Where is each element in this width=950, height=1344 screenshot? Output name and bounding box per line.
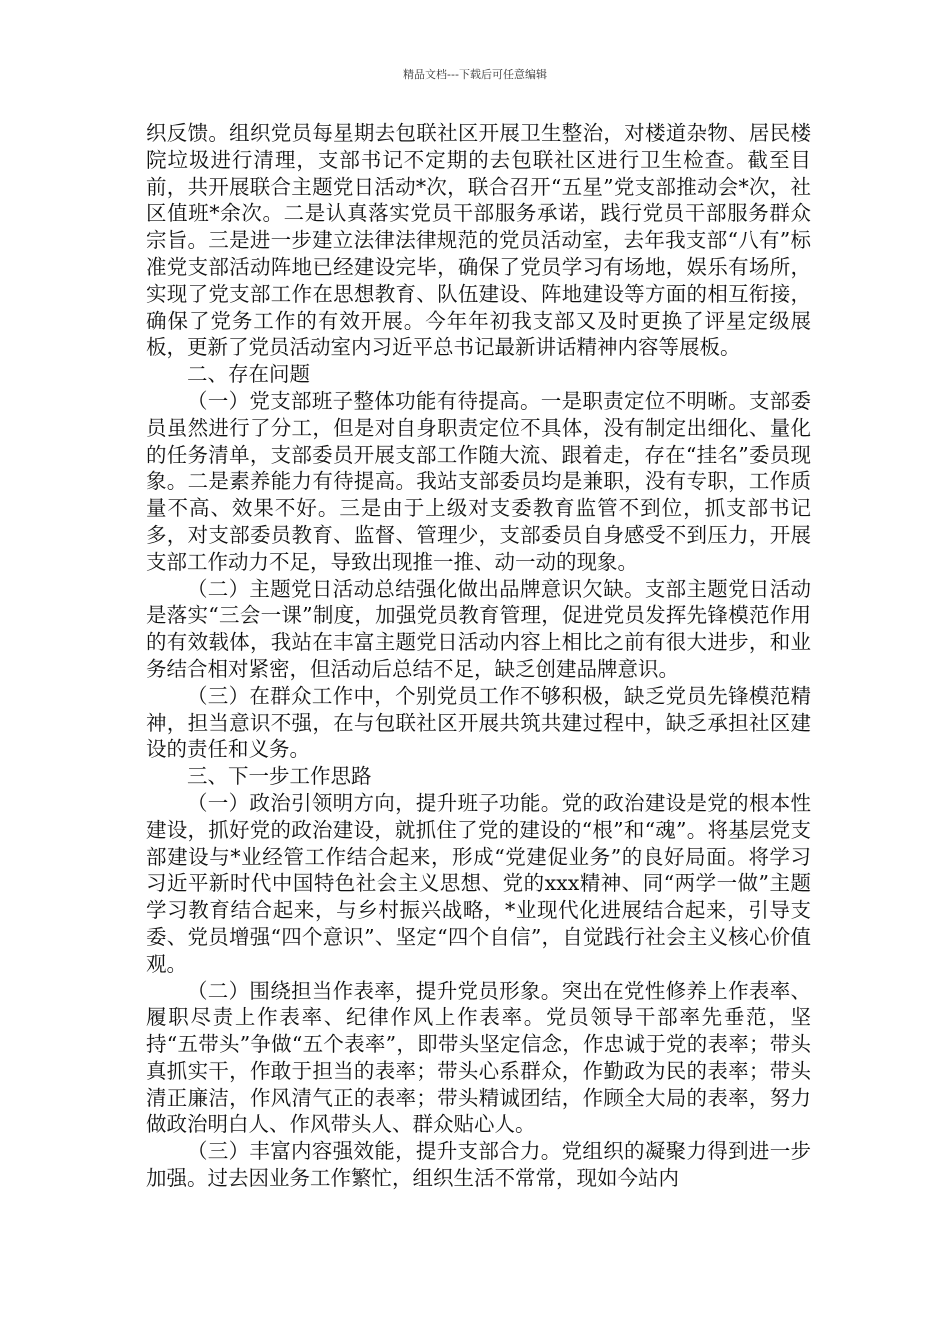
paragraph-step-1: （一）政治引领明方向，提升班子功能。党的政治建设是党的根本性建设，抓好党的政治建设，就抓住了党的建设的“根”和“魂”。将基层党支部建设与*业经管工作结合起来，形成“党建促业务”的良好局面。将学习习近平新时代中国特色社会主义思想、党的xxx精神、同“两学一做”主题学习教育结合起来，与乡村振兴战略，*业现代化进展结合起来，引导支委、党员增强“四个意识”、坚定“四个自信”，自觉践行社会主义核心价值观。 <box>146 790 811 976</box>
paragraph-problem-1: （一）党支部班子整体功能有待提高。一是职责定位不明晰。支部委员虽然进行了分工，但是对自身职责定位不具体，没有制定出细化、量化的任务清单，支部委员开展支部工作随大流、跟着走，存在“挂名”委员现象。二是素养能力有待提高。我站支部委员均是兼职，没有专职，工作质量不高、效果不好。三是由于上级对支委教育监管不到位，抓支部书记多，对支部委员教育、监督、管理少，支部委员自身感受不到压力，开展支部工作动力不足，导致出现推一推、动一动的现象。 <box>146 388 811 574</box>
paragraph-step-3: （三）丰富内容强效能，提升支部合力。党组织的凝聚力得到进一步加强。过去因业务工作繁忙，组织生活不常常，现如今站内 <box>146 1139 811 1191</box>
document-body <box>146 120 811 1192</box>
section-heading-next-steps: 三、下一步工作思路 <box>187 764 372 789</box>
section-heading-problems: 二、存在问题 <box>187 362 310 387</box>
paragraph-step-2: （二）围绕担当作表率，提升党员形象。突出在党性修养上作表率、履职尽责上作表率、纪律作风上作表率。党员领导干部率先垂范，坚持“五带头”争做“五个表率”，即带头坚定信念，作忠诚于党的表率；带头真抓实干，作敢于担当的表率；带头心系群众，作勤政为民的表率；带头清正廉洁，作风清气正的表率；带头精诚团结，作顾全大局的表率，努力做政治明白人、作风带头人、群众贴心人。 <box>146 978 811 1137</box>
paragraph-continuation: 织反馈。组织党员每星期去包联社区开展卫生整治，对楼道杂物、居民楼院垃圾进行清理，支部书记不定期的去包联社区进行卫生检查。截至目前，共开展联合主题党日活动*次，联合召开“五星”党支部推动会*次，社区值班*余次。二是认真落实党员干部服务承诺，践行党员干部服务群众宗旨。三是进一步建立法律法律规范的党员活动室，去年我支部“八有”标准党支部活动阵地已经建设完毕，确保了党员学习有场地，娱乐有场所，实现了党支部工作在思想教育、队伍建设、阵地建设等方面的相互衔接，确保了党务工作的有效开展。今年年初我支部又及时更换了评星定级展板，更新了党员活动室内习近平总书记最新讲话精神内容等展板。 <box>146 121 811 360</box>
paragraph-problem-3: （三）在群众工作中，个别党员工作不够积极，缺乏党员先锋模范精神，担当意识不强，在与包联社区开展共筑共建过程中，缺乏承担社区建设的责任和义务。 <box>146 683 811 762</box>
page-header: 精品文档---下载后可任意编辑 <box>403 68 547 81</box>
paragraph-problem-2: （二）主题党日活动总结强化做出品牌意识欠缺。支部主题党日活动是落实“三会一课”制度，加强党员教育管理，促进党员发挥先锋模范作用的有效载体，我站在丰富主题党日活动内容上相比之前有很大进步，和业务结合相对紧密，但活动后总结不足，缺乏创建品牌意识。 <box>146 576 811 681</box>
